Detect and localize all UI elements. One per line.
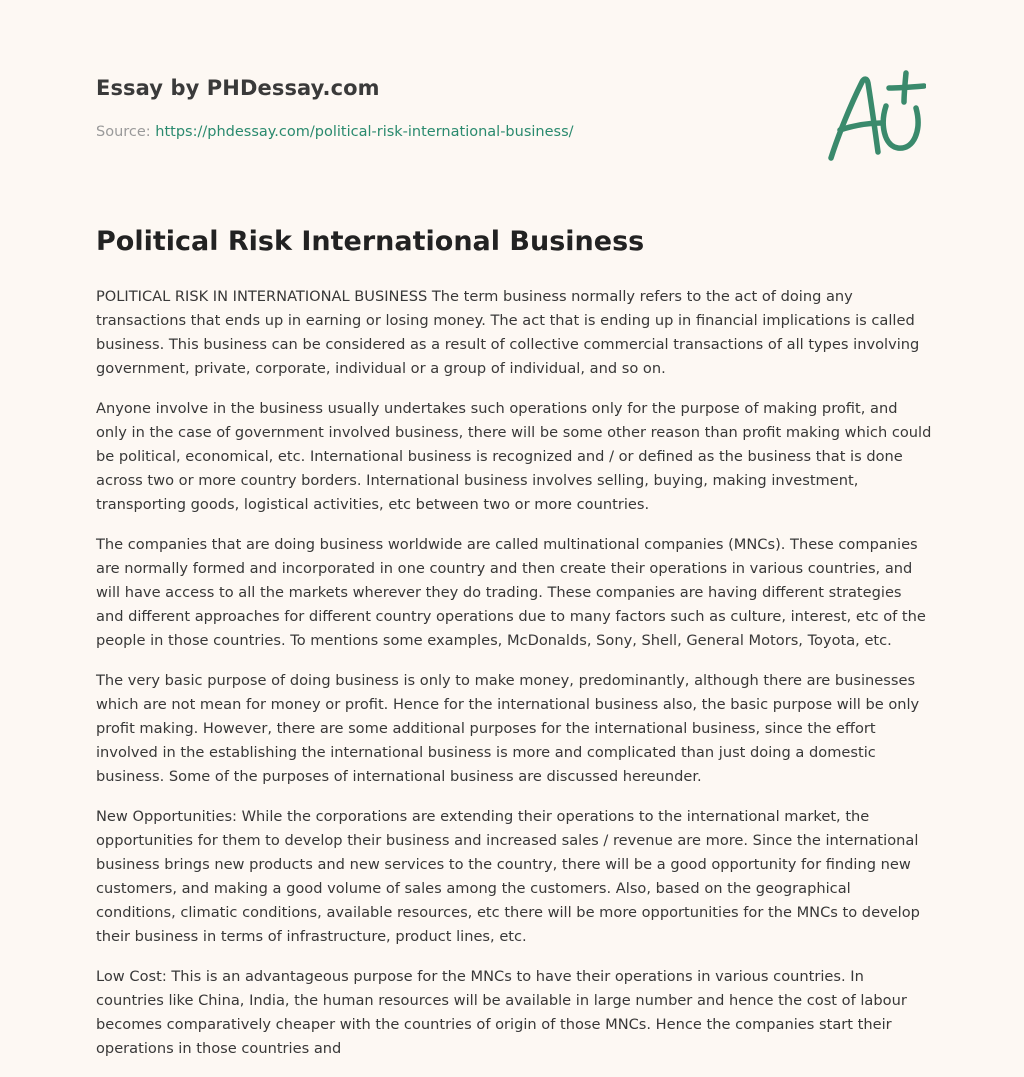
essay-paragraph: The very basic purpose of doing business is only to make money, predominantly, although there are businesses which are not mean for money or profit. Hence for the international business also, the basic purpose will be only profit making. However, there are some additional purposes for the international business, since the effort involved in the establishing the international business is more and complicated than just doing a domestic business. Some of the purposes of international business are discussed hereunder.	[96, 672, 920, 785]
essay-paragraph: New Opportunities: While the corporations are extending their operations to the international market, the opportunities for them to develop their business and increased sales / revenue are more. Since the international business brings new products and new services to the country, there will be a good opportunity for finding new customers, and making a good volume of sales among the customers. Also, based on the geographical conditions, climatic conditions, available resources, etc there will be more opportunities for the MNCs to develop their business in terms of infrastructure, product lines, etc.	[96, 808, 920, 945]
essay-body	[96, 285, 932, 1077]
a-plus-logo-icon	[826, 68, 926, 164]
essay-paragraph: Low Cost: This is an advantageous purpose for the MNCs to have their operations in various countries. In countries like China, India, the human resources will be available in large number and hence the cost of labour becomes comparatively cheaper with the countries of origin of those MNCs. Hence the companies start their operations in those countries and	[96, 968, 907, 1057]
essay-title: Political Risk International Business	[96, 226, 645, 257]
source-label: Source:	[96, 124, 156, 140]
essay-paragraph: Anyone involve in the business usually undertakes such operations only for the purpose of making profit, and only in the case of government involved business, there will be some other reason than profit making which could be political, economical, etc. International business is recognized and / or defined as the business that is done across two or more country borders. International business involves selling, buying, making investment, transporting goods, logistical activities, etc between two or more countries.	[96, 400, 932, 513]
essay-paragraph: POLITICAL RISK IN INTERNATIONAL BUSINESS The term business normally refers to the act of doing any transactions that ends up in earning or losing money. The act that is ending up in financial implications is called business. This business can be considered as a result of collective commercial transactions of all types involving government, private, corporate, individual or a group of individual, and so on.	[96, 288, 920, 377]
essay-paragraph: The companies that are doing business worldwide are called multinational companies (MNCs). These companies are normally formed and incorporated in one country and then create their operations in various countries, and will have access to all the markets wherever they do trading. These companies are having different strategies and different approaches for different country operations due to many factors such as culture, interest, etc of the people in those countries. To mentions some examples, McDonalds, Sony, Shell, General Motors, Toyota, etc.	[96, 536, 926, 649]
site-brand-title: Essay by PHDessay.com	[96, 76, 380, 100]
source-line	[96, 124, 574, 140]
source-link[interactable]: https://phdessay.com/political-risk-international-business/	[155, 124, 574, 140]
